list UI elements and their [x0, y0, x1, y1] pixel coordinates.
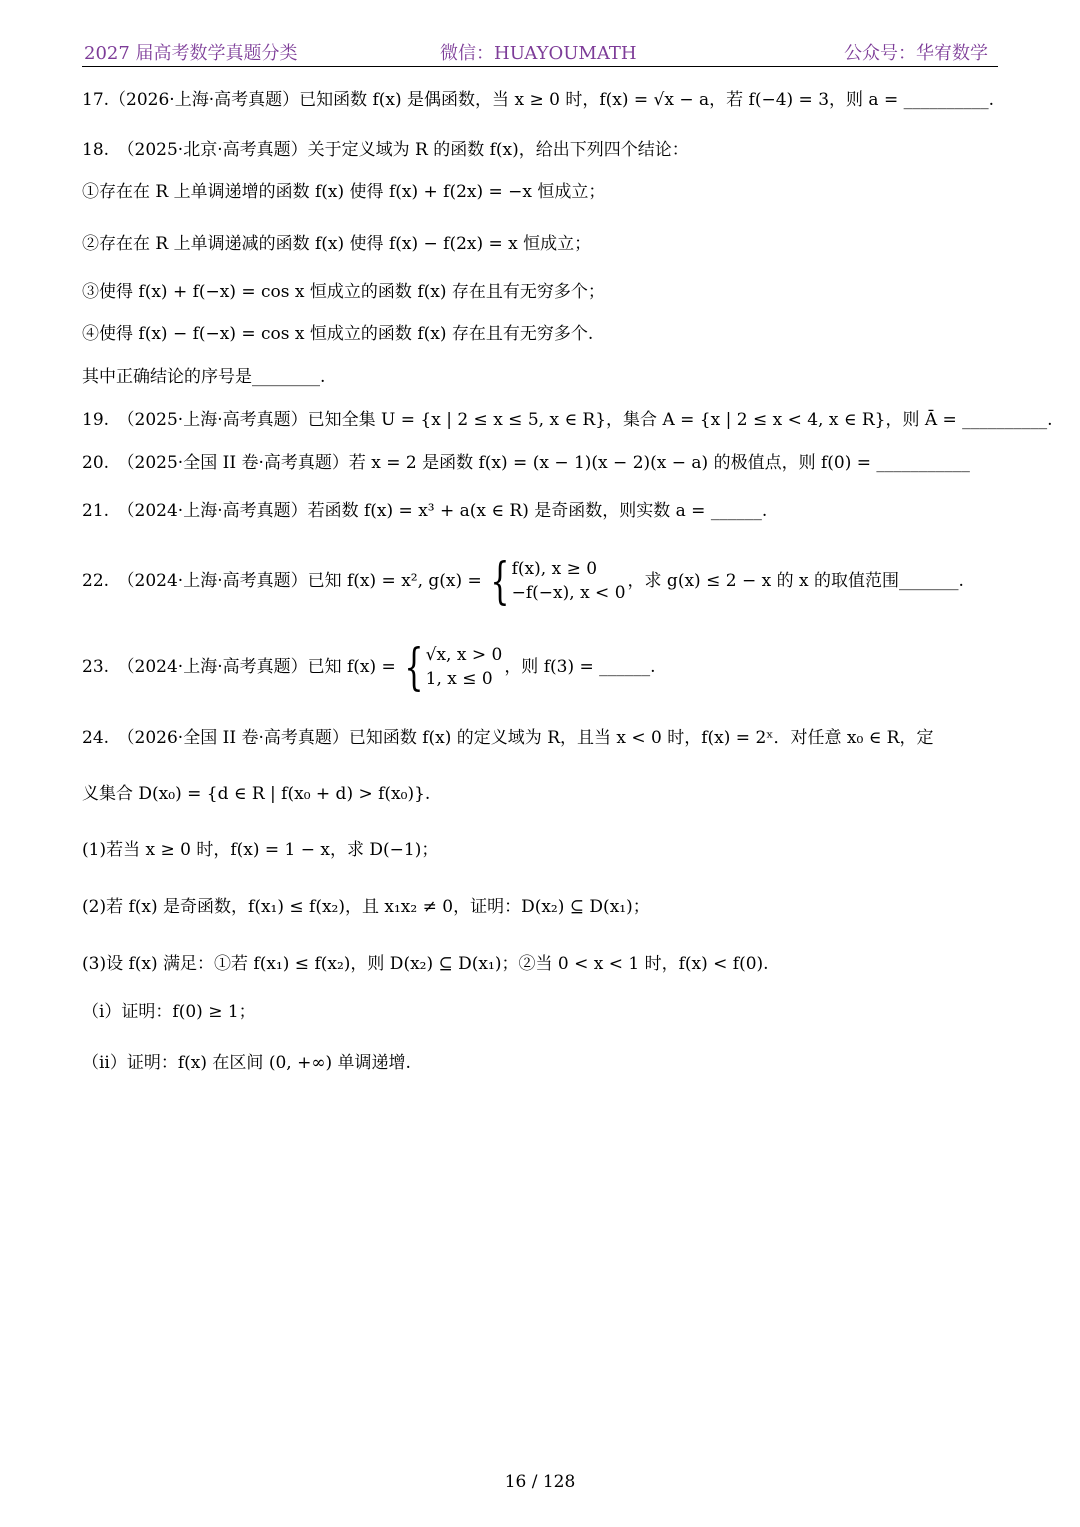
header-account: 公众号：华宥数学 — [844, 43, 988, 64]
question-line-q24-3: (3)设 f(x) 满足：①若 f(x₁) ≤ f(x₂)，则 D(x₂) ⊆ D(x₁)；②当 0 < x < 1 时，f(x) < f(0). — [82, 954, 769, 974]
q23-case-2: 1, x ≤ 0 — [425, 669, 493, 689]
question-line-q24-i: （i）证明：f(0) ≥ 1； — [82, 1002, 256, 1022]
q22-case-1: f(x), x ≥ 0 — [511, 559, 598, 579]
question-line-q20: 20. （2025·全国 II 卷·高考真题）若 x = 2 是函数 f(x) = (x − 1)(x − 2)(x − a) 的极值点，则 f(0) = ___________ — [82, 453, 970, 473]
question-line-q18-1: ①存在在 R 上单调递增的函数 f(x) 使得 f(x) + f(2x) = −x 恒成立； — [82, 182, 606, 202]
question-line-q24-b: 义集合 D(x₀) = {d ∈ R | f(x₀ + d) > f(x₀)}. — [82, 784, 431, 804]
q23-case-1: √x, x > 0 — [425, 645, 503, 665]
q22-case-2: −f(−x), x < 0 — [511, 583, 626, 603]
header-wechat: 微信：HUAYOUMATH — [440, 43, 637, 64]
page-number: 16 / 128 — [504, 1472, 576, 1492]
question-line-q19: 19. （2025·上海·高考真题）已知全集 U = {x | 2 ≤ x ≤ 5, x ∈ R}，集合 A = {x | 2 ≤ x < 4, x ∈ R}，则 Ā = __________. — [82, 410, 1053, 430]
question-line-q18: 18. （2025·北京·高考真题）关于定义域为 R 的函数 f(x)，给出下列四个结论： — [82, 140, 689, 160]
question-line-q17: 17.（2026·上海·高考真题）已知函数 f(x) 是偶函数，当 x ≥ 0 时，f(x) = √x − a，若 f(−4) = 3，则 a = __________. — [82, 90, 995, 110]
question-line-q24-1: (1)若当 x ≥ 0 时，f(x) = 1 − x，求 D(−1)； — [82, 840, 439, 860]
question-line-q18-3: ③使得 f(x) + f(−x) = cos x 恒成立的函数 f(x) 存在且有无穷多个； — [82, 282, 605, 302]
q23-suffix: ，则 f(3) = ______. — [504, 657, 656, 677]
question-line-q24-2: (2)若 f(x) 是奇函数，f(x₁) ≤ f(x₂)，且 x₁x₂ ≠ 0，证明：D(x₂) ⊆ D(x₁)； — [82, 897, 650, 917]
left-brace-icon: { — [490, 552, 510, 610]
question-line-q24-ii: （ii）证明：f(x) 在区间 (0, +∞) 单调递增. — [82, 1053, 411, 1073]
page-header — [82, 36, 998, 67]
question-line-q18-5: 其中正确结论的序号是________. — [82, 367, 326, 387]
q22-piecewise — [484, 552, 626, 610]
q22-prefix: 22. （2024·上海·高考真题）已知 f(x) = x², g(x) = — [82, 571, 482, 591]
header-title: 2027 届高考数学真题分类 — [84, 43, 298, 64]
q23-prefix: 23. （2024·上海·高考真题）已知 f(x) = — [82, 657, 396, 677]
question-line-q21: 21. （2024·上海·高考真题）若函数 f(x) = x³ + a(x ∈ R) 是奇函数，则实数 a = ______. — [82, 501, 768, 521]
left-brace-icon: { — [404, 638, 424, 696]
question-23 — [82, 638, 656, 696]
question-line-q18-4: ④使得 f(x) − f(−x) = cos x 恒成立的函数 f(x) 存在且有无穷多个. — [82, 324, 594, 344]
question-line-q24: 24. （2026·全国 II 卷·高考真题）已知函数 f(x) 的定义域为 R，且当 x < 0 时，f(x) = 2ˣ．对任意 x₀ ∈ R，定 — [82, 728, 934, 748]
question-22 — [82, 552, 964, 610]
question-line-q18-2: ②存在在 R 上单调递减的函数 f(x) 使得 f(x) − f(2x) = x 恒成立； — [82, 234, 592, 254]
q23-piecewise — [398, 638, 503, 696]
q22-suffix: ，求 g(x) ≤ 2 − x 的 x 的取值范围_______. — [627, 571, 964, 591]
